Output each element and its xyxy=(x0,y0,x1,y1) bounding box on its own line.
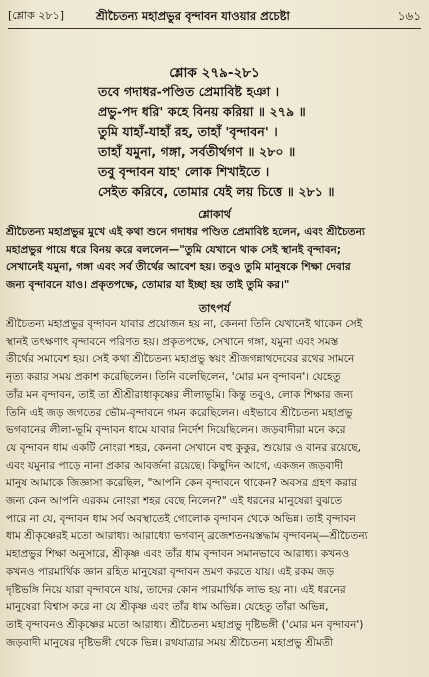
verse-line: তবে গদাধর-পণ্ডিত প্রেমাবিষ্ট হঞা । xyxy=(98,84,280,99)
verse-line: সেইত করিবে, তোমার যেই লয় চিত্তে ॥ ২৮১ ॥ xyxy=(98,184,335,199)
text-line: কখনও পারমার্থিক জ্ঞান রহিত মানুষেরা বৃন্দাবন ভ্রমণ করতে যায়। এই রকম জড় xyxy=(6,565,335,578)
text-line: নৃত্য করার সময় প্রকাশ করেছিলেন। তিনি বলেছিলেন, 'মোর মন বৃন্দাবন'। যেহেতু xyxy=(6,371,341,384)
text-line: যে বৃন্দাবন ধাম একটি নোংরা শহর, কেননা সেখানে বহু কুকুর, শুয়োর ও বানর রয়েছে, xyxy=(6,441,362,454)
text-line: শ্রীচৈতন্য মহাপ্রভুর বৃন্দাবন যাবার প্রয়োজন হয় না, কেননা তিনি যেখানেই থাকেন সেই xyxy=(6,318,363,330)
text-line: মহাপ্রভুর পায়ে ধরে বিনয় করে বললেন—"তুমি যেখানে থাক সেই স্থানই বৃন্দাবন; xyxy=(6,243,342,256)
page-number: ১৬১ xyxy=(397,9,421,23)
verse-line: প্রভু-পদ ধরি' কহে বিনয় করিয়া ॥ ২৭৯ ॥ xyxy=(98,104,306,119)
text-line: এবং যমুনার পাড়ে নানা প্রকার আবর্জনা রয়েছে। কিছুদিন আগে, একজন জড়বাদী xyxy=(6,459,343,472)
translation-paragraph xyxy=(6,224,420,295)
verse-line: তুমি যাহাঁ-যাহাঁ রহ, তাহাঁ 'বৃন্দাবন' । xyxy=(98,124,278,139)
verse-line: তবু বৃন্দাবন যাহ' লোক শিখাইতে । xyxy=(98,164,270,179)
text-line: তিনি এই জড় জগতের ভৌম-বৃন্দাবনে গমন করেছিলেন। এইভাবে শ্রীচৈতন্য মহাপ্রভু xyxy=(6,406,353,419)
text-line: মানুষেরা বিশ্বাস করে না যে শ্রীকৃষ্ণ এবং তাঁর ধাম অভিন্ন। যেহেতু তাঁরা অভিন্ন, xyxy=(6,601,329,614)
text-line: শ্রীচৈতন্য মহাপ্রভুর মুখে এই কথা শুনে গদাধর পণ্ডিত প্রেমাবিষ্ট হলেন, এবং শ্রীচৈতন্য xyxy=(6,226,366,238)
translation-heading: শ্লোকার্থ xyxy=(198,208,231,221)
text-line: মহাপ্রভুর শিক্ষা অনুসারে, শ্রীকৃষ্ণ এবং তাঁর ধাম বৃন্দাবন সমানভাবে আরাধ্য। কখনও xyxy=(6,548,350,561)
text-line: তাই বৃন্দাবনও শ্রীকৃষ্ণের মতো আরাধ্য। শ্রীচৈতন্য মহাপ্রভু দৃষ্টিভঙ্গী ('মোর মন বৃন্দাবন') xyxy=(6,618,364,631)
text-line: জড়বাদী মানুষের দৃষ্টিভঙ্গী থেকে ভিন্ন। রথযাত্রার সময় শ্রীচৈতন্য মহাপ্রভু শ্রীমতী xyxy=(6,636,334,649)
purport-paragraph xyxy=(6,316,420,652)
verse-line: তাহাঁ যমুনা, গঙ্গা, সর্বতীর্থগণ ॥ ২৮০ ॥ xyxy=(98,144,296,159)
running-header xyxy=(8,6,421,26)
text-line: ধাম শ্রীকৃষ্ণেরই মতো আরাধ্য। আরাধ্যো ভগবান্ ব্রজেশতনয়স্তদ্ধাম বৃন্দাবনম্—শ্রীচৈতন্য xyxy=(6,530,368,543)
text-line: দৃষ্টিভঙ্গি নিয়ে যারা বৃন্দাবনে যায়, তাদের কোন পারমার্থিক লাভ হয় না। এই ধরনের xyxy=(6,583,346,596)
verse-heading: শ্লোক ২৭৯-২৮১ xyxy=(169,65,260,81)
chapter-title: শ্রীচৈতন্য মহাপ্রভুর বৃন্দাবন যাওয়ার প্রচেষ্টা xyxy=(96,9,290,23)
text-line: পারে না যে, বৃন্দাবন ধাম সর্ব অবস্থাতেই গোলোক বৃন্দাবন থেকে অভিন্ন। তাই বৃন্দাবন xyxy=(6,512,356,525)
text-line: তীর্থের সমাবেশ হয়। সেই কথা শ্রীচৈতন্য মহাপ্রভু স্বয়ং শ্রীজগন্নাথদেবের রথের সামনে xyxy=(6,353,355,366)
text-line: ভগবানের লীলা-ভূমি বৃন্দাবন ধামে যাবার নির্দেশ দিয়েছিলেন। জড়বাদীরা মনে করে xyxy=(6,424,346,437)
text-line: জন্য কেন আপনি এরকম নোংরা শহর বেছে নিলেন?" এই ধরনের মানুষেরা বুঝতে xyxy=(6,495,343,508)
verse-reference: [শ্লোক ২৮১] xyxy=(8,9,65,22)
text-line: মানুষ আমাকে জিজ্ঞাসা করেছিল, "আপনি কেন বৃন্দাবনে থাকেন? অবসর গ্রহণ করার xyxy=(6,477,358,490)
text-line: স্থানই তৎক্ষণাৎ বৃন্দাবনে পরিণত হয়। প্রকৃতপক্ষে, সেখানে গঙ্গা, যমুনা এবং সমস্ত xyxy=(6,335,339,348)
text-line: জন্য বৃন্দাবনে যাও। প্রকৃতপক্ষে, তোমার যা ইচ্ছা হয় তাই তুমি কর।" xyxy=(6,279,290,292)
text-line: তাঁর মন বৃন্দাবন, তাই তা শ্রীশ্রীরাধাকৃষ্ণের লীলাভূমি। কিন্তু তবুও, লোক শিক্ষার জন্য xyxy=(6,388,353,401)
purport-heading: তাৎপর্য xyxy=(198,302,231,315)
text-line: সেখানেই যমুনা, গঙ্গা এবং সর্ব তীর্থের আবেশ হয়। তবুও তুমি মানুষকে শিক্ষা দেবার xyxy=(6,261,351,274)
header-divider xyxy=(8,28,421,29)
